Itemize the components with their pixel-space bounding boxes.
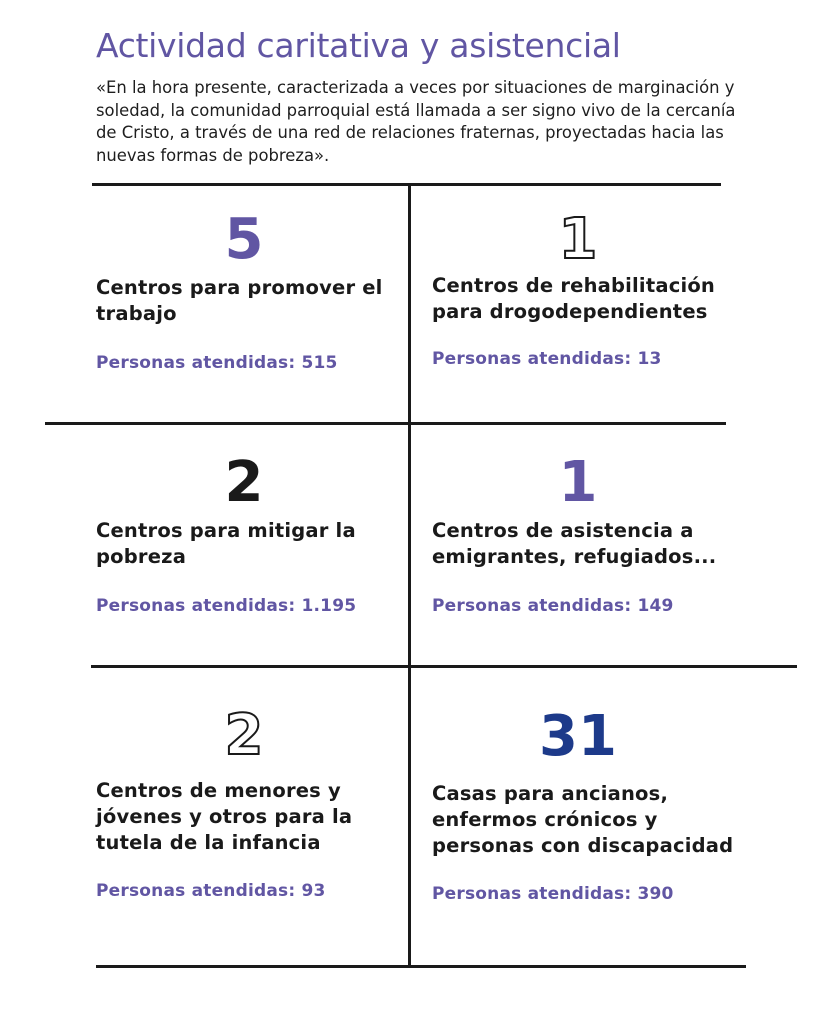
- divider-row-1: [45, 422, 726, 425]
- stat-persons: Personas atendidas: 390: [432, 884, 674, 904]
- page-title: Actividad caritativa y asistencial: [96, 26, 621, 65]
- stat-title: Centros de menores y jóvenes y otros para la tutela de la infancia: [96, 779, 353, 854]
- stat-number: 1: [558, 450, 598, 515]
- stat-persons: Personas atendidas: 93: [96, 881, 326, 901]
- divider-bottom: [96, 965, 746, 968]
- stat-number: 31: [539, 704, 617, 769]
- stat-persons: Personas atendidas: 149: [432, 596, 674, 616]
- stat-persons: Personas atendidas: 515: [96, 353, 338, 373]
- stat-title: Casas para ancianos, enfermos crónicos y personas con discapacidad: [432, 782, 734, 857]
- stat-number: 1: [558, 207, 598, 272]
- stat-number: 2: [224, 703, 264, 768]
- stat-persons: Personas atendidas: 13: [432, 349, 662, 369]
- stat-number: 2: [224, 450, 264, 515]
- stat-persons: Personas atendidas: 1.195: [96, 596, 357, 616]
- stat-title: Centros para promover el trabajo: [96, 276, 383, 325]
- stat-title: Centros de rehabilitación para drogodependientes: [432, 274, 716, 323]
- divider-top: [92, 183, 721, 186]
- stat-number: 5: [224, 207, 264, 272]
- divider-row-2: [91, 665, 797, 668]
- stat-title: Centros de asistencia a emigrantes, refugiados...: [432, 519, 717, 568]
- divider-vertical: [408, 183, 411, 968]
- intro-quote: «En la hora presente, caracterizada a veces por situaciones de marginación y soledad, la comunidad parroquial está llamada a ser signo vivo de la cercanía de Cristo, a través de una red de relaciones fraternas, proyectadas hacia las nuevas formas de pobreza».: [96, 78, 736, 165]
- stat-title: Centros para mitigar la pobreza: [96, 519, 356, 568]
